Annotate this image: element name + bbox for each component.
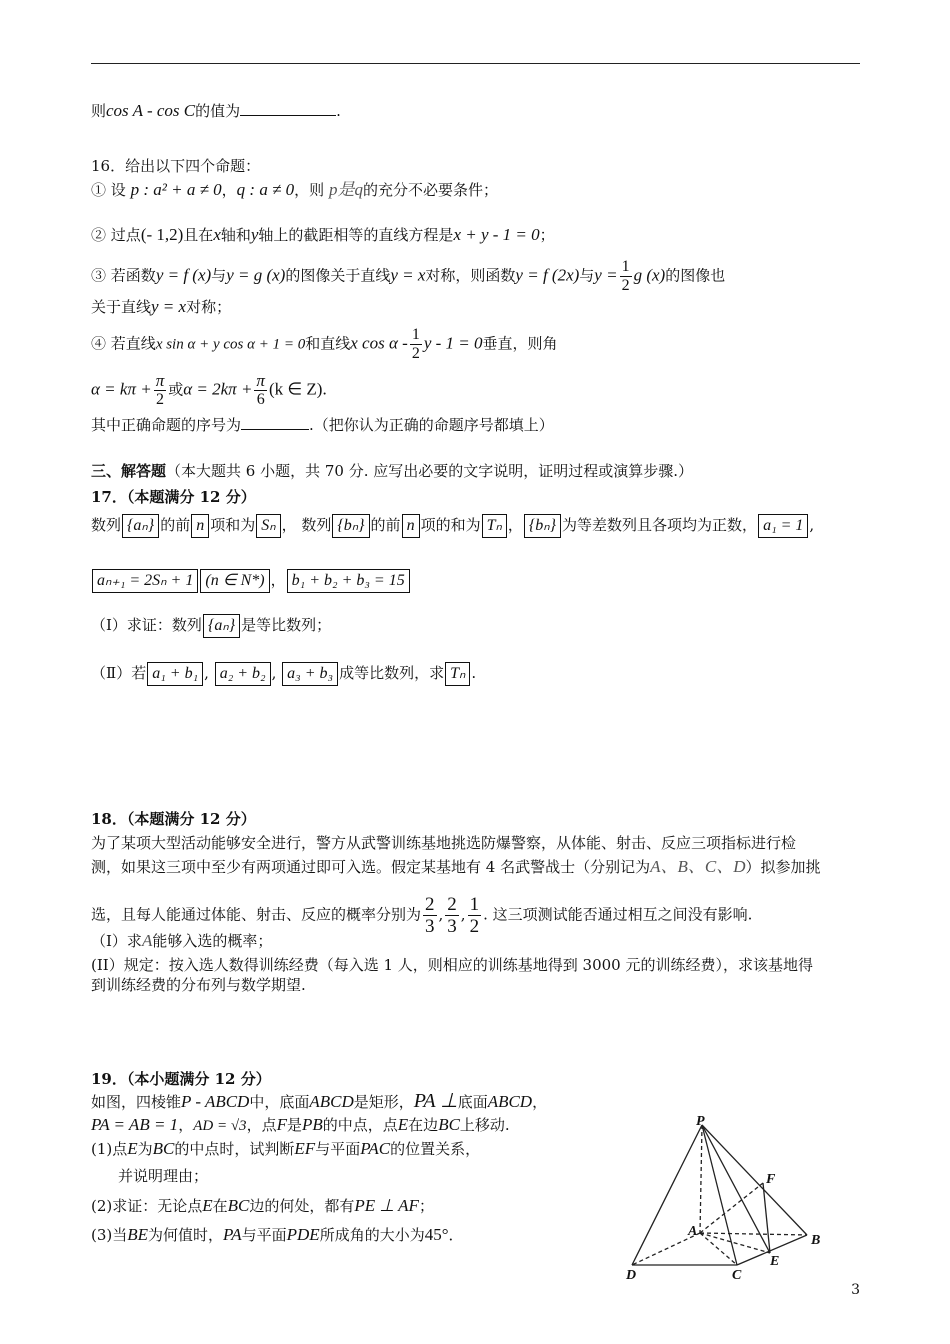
math-expr: p是q: [328, 180, 363, 199]
text: 轴上的截距相等的直线方程是: [258, 226, 454, 244]
header-rule: [91, 63, 860, 64]
text: 项的和为: [420, 516, 481, 534]
math-box: (n ∈ N*): [200, 569, 269, 593]
text: （Ⅱ）若: [91, 664, 147, 682]
q19-sub3: [91, 1224, 464, 1246]
page-number: 3: [851, 1282, 860, 1298]
text: 是矩形，: [353, 1093, 414, 1111]
edge-PD: [632, 1125, 702, 1265]
math-expr: y = g (x): [226, 265, 286, 285]
math-expr: BC: [227, 1196, 250, 1215]
text: 选，且每人能通过体能、射击、反应的概率分别为: [91, 905, 422, 924]
math-expr: q : a ≠ 0: [236, 180, 295, 199]
math-expr: BE: [127, 1225, 149, 1244]
edge-AE: [700, 1233, 770, 1253]
math-box: b₁ + b₂ + b₃ = 15: [287, 569, 410, 593]
math-expr: A、B、C、D: [650, 857, 746, 876]
math-expr: P - ABCD: [181, 1092, 250, 1111]
q19-line1: [91, 1090, 547, 1113]
math-box: aₙ₊₁ = 2Sₙ + 1: [92, 569, 198, 593]
text: ；: [418, 1197, 434, 1215]
frac-den: 6: [256, 391, 265, 408]
frac-num: π: [256, 371, 265, 390]
math-expr: EF: [294, 1139, 316, 1158]
text: 所成角的大小为: [319, 1226, 425, 1244]
math-expr: y = x: [390, 265, 426, 285]
text: 与平面: [315, 1140, 361, 1158]
math-expr: AD = √3: [193, 1118, 247, 1134]
text: 如图，四棱锥: [91, 1093, 182, 1111]
math-expr: p : a² + a ≠ 0: [130, 180, 222, 199]
math-box: Sₙ: [256, 514, 280, 538]
text: 则: [91, 102, 107, 120]
text: 在边: [408, 1116, 439, 1134]
text: 垂直，则角: [482, 334, 558, 353]
math-expr: y: [250, 225, 259, 244]
math-box: {aₙ}: [203, 614, 240, 638]
section-title: 三、解答题: [91, 462, 167, 480]
math-box: {aₙ}: [122, 514, 159, 538]
section-three-heading: [91, 460, 693, 482]
text: 为何值时，: [148, 1226, 224, 1244]
q19-sub1: [91, 1138, 480, 1160]
text: 上移动.: [459, 1116, 510, 1134]
q17-line2: [91, 569, 411, 593]
q16-prop4: [91, 326, 558, 363]
q19-sub2: [91, 1195, 434, 1217]
math-expr: BC: [152, 1139, 175, 1158]
math-expr: E: [202, 1196, 213, 1215]
answer-blank[interactable]: [240, 100, 336, 116]
text: 底面: [457, 1093, 488, 1111]
text: 的前: [370, 516, 401, 534]
q19-sub1-cont: 并说明理由；: [118, 1167, 209, 1185]
text: 和直线: [305, 334, 351, 353]
text: 或: [168, 380, 184, 399]
q15-tail-line: [91, 100, 341, 122]
text: ．: [448, 1226, 464, 1244]
math-expr: cos A - cos C: [106, 101, 196, 120]
label-F: F: [766, 1172, 776, 1187]
math-expr: g (x): [633, 265, 666, 285]
math-box: n: [191, 514, 209, 538]
text: 的图像也: [665, 266, 726, 285]
math-expr: x + y - 1 = 0: [453, 225, 540, 244]
frac-num: 2: [447, 894, 457, 915]
text: ，: [221, 181, 237, 199]
math-box: Tₙ: [482, 514, 507, 538]
text: 为等差数列且各项均为正数，: [562, 516, 758, 534]
text: 边的何处，都有: [249, 1197, 355, 1215]
q16-prop1: [91, 179, 498, 201]
frac-den: 3: [425, 916, 435, 937]
edge-AC: [700, 1233, 737, 1265]
text: ,: [271, 664, 277, 682]
frac-num: 1: [621, 258, 630, 275]
text: . 这三项测试能否通过相互之间没有影响.: [483, 905, 753, 924]
fraction: [410, 326, 422, 363]
text: 过点: [110, 226, 141, 244]
section-desc: （本大题共 6 小题，共 70 分. 应写出必要的文字说明，证明过程或演算步骤.）: [166, 462, 694, 480]
text: 且在: [183, 226, 214, 244]
math-expr: PA ⊥: [413, 1090, 458, 1112]
math-expr: x cos α -: [350, 333, 408, 353]
q17-part1: [91, 614, 331, 638]
text: 的中点时，试判断: [174, 1140, 295, 1158]
prop-number: ③: [91, 266, 107, 285]
text: ，: [507, 516, 523, 534]
text: ，: [178, 1116, 194, 1134]
math-box: n: [402, 514, 420, 538]
text: ，点: [246, 1116, 277, 1134]
fraction: [154, 372, 167, 409]
math-expr: ABCD: [487, 1092, 533, 1111]
text: 为: [137, 1140, 153, 1158]
text: 轴和: [220, 226, 251, 244]
math-expr: BC: [438, 1115, 460, 1134]
text: (2)求证：无论点: [91, 1197, 203, 1215]
text: ，: [270, 571, 286, 589]
text: 是: [286, 1116, 302, 1134]
frac-den: 2: [155, 391, 164, 408]
math-expr: y = f (x): [155, 265, 212, 285]
label-P: P: [696, 1115, 705, 1129]
q18-line2: [91, 856, 821, 878]
q18-title: 18．（本题满分 12 分）: [91, 810, 256, 828]
text: 的充分不必要条件；: [362, 181, 498, 199]
math-expr: y - 1 = 0: [423, 333, 483, 353]
math-expr: E: [127, 1139, 138, 1158]
math-box: a₂ + b₂: [215, 662, 271, 686]
edge-AB: [700, 1233, 807, 1235]
q18-part2: (II）规定：按入选人数得训练经费（每入选 1 人，则相应的训练基地得到 3000 元的训练经费），求该基地得: [91, 956, 813, 974]
q16-answer-line: [91, 414, 554, 436]
label-D: D: [626, 1268, 637, 1283]
math-expr: PA = AB = 1: [91, 1115, 179, 1134]
text: (3)当: [91, 1226, 128, 1244]
q19-line2: [91, 1114, 510, 1137]
q18-line1: 为了某项大型活动能够安全进行，警方从武警训练基地挑选防爆警察，从体能、射击、反应三项指标进行检: [91, 834, 797, 852]
text: 的值为: [195, 102, 241, 120]
frac-num: 2: [425, 894, 435, 915]
frac-den: 3: [447, 916, 457, 937]
text: 与平面: [241, 1226, 287, 1244]
frac-den: 2: [621, 277, 630, 294]
edge-AF: [700, 1183, 763, 1233]
text: 成等比数列，求: [339, 664, 445, 682]
q18-line3: 选，且每人能通过体能、射击、反应的概率分别为 $\frac{2}{3}$ , $\frac{2}{3}$ , $\frac{1}{2}$ . 这三项测试能否通过相互之间没有影响.: [91, 894, 753, 937]
q18-part1: [91, 930, 272, 952]
text: 若函数: [110, 266, 156, 285]
text: ,: [809, 516, 815, 534]
math-expr: E: [397, 1115, 409, 1134]
math-box: a₁ = 1: [758, 514, 808, 538]
math-box: a₃ + b₃: [282, 662, 338, 686]
text: ,: [204, 664, 209, 682]
frac-den: 2: [411, 345, 420, 362]
text: 能够入选的概率；: [152, 932, 273, 950]
text: .（把你认为正确的命题序号都填上）: [309, 416, 554, 434]
math-box: {bₙ}: [332, 514, 369, 538]
text: （Ⅰ）求: [91, 932, 142, 950]
text: 的图像关于直线: [285, 266, 391, 285]
frac-num: 1: [411, 326, 420, 343]
math-expr: y = x: [151, 297, 187, 316]
text: (1)点: [91, 1140, 128, 1158]
math-expr: PB: [301, 1115, 323, 1134]
q17-title: 17．（本题满分 12 分）: [91, 488, 256, 506]
math-expr: x sin α + y cos α + 1 = 0: [155, 336, 306, 353]
q16-prop2: [91, 224, 555, 246]
text: 若直线: [110, 334, 156, 353]
text: 是等比数列；: [241, 616, 332, 634]
label-E: E: [770, 1254, 780, 1269]
text: 的前: [160, 516, 191, 534]
math-box: {bₙ}: [524, 514, 561, 538]
text: 的中点，点: [322, 1116, 398, 1134]
frac-num: π: [155, 371, 165, 390]
text: 数列: [91, 516, 122, 534]
text: 对称；: [186, 298, 232, 316]
fraction: [468, 894, 482, 937]
text: ， 数列: [281, 516, 332, 534]
math-expr: F: [276, 1115, 287, 1134]
text: ，: [532, 1093, 548, 1111]
label-A: A: [688, 1224, 698, 1239]
text: 关于直线: [91, 298, 152, 316]
q16-title: 16．给出以下四个命题：: [91, 157, 261, 175]
text: 在: [212, 1197, 228, 1215]
pyramid-figure: [622, 1115, 832, 1285]
math-expr: PDE: [286, 1225, 320, 1244]
fraction: [445, 894, 459, 937]
q18-part2-cont: 到训练经费的分布列与数学期望.: [91, 976, 306, 994]
q17-part2: [91, 662, 476, 686]
math-expr: y = f (2x): [515, 265, 580, 285]
text: 对称，则函数: [425, 266, 516, 285]
text: 设: [110, 181, 126, 199]
fraction: [423, 894, 437, 937]
q19-title: 19．（本小题满分 12 分）: [91, 1070, 271, 1088]
math-expr: α = kπ +: [91, 379, 152, 399]
text: .: [471, 664, 477, 682]
label-C: C: [732, 1268, 742, 1283]
math-expr: PE ⊥ AF: [354, 1196, 419, 1215]
q16-prop3: [91, 258, 725, 295]
math-expr: PAC: [360, 1139, 391, 1158]
text: （Ⅰ）求证：数列: [91, 616, 202, 634]
text: 项和为: [210, 516, 256, 534]
text: 的位置关系，: [390, 1140, 481, 1158]
math-expr: PA: [223, 1225, 242, 1244]
math-expr: A: [141, 931, 153, 950]
math-expr: y =: [594, 265, 618, 285]
label-B: B: [811, 1233, 821, 1248]
math-expr: 45°: [424, 1225, 449, 1244]
edge-PC: [702, 1125, 737, 1265]
math-box: a₁ + b₁: [147, 662, 203, 686]
prop-number: ①: [91, 181, 107, 199]
edge-PA: [700, 1125, 702, 1233]
text: ）拟参加挑: [745, 858, 821, 876]
text: 中，底面: [249, 1093, 310, 1111]
answer-blank[interactable]: [241, 414, 309, 430]
prop-number: ④: [91, 334, 107, 353]
prop-number: ②: [91, 226, 107, 244]
math-box: Tₙ: [445, 662, 470, 686]
math-expr: (- 1,2): [140, 225, 184, 244]
math-expr: (k ∈ Z).: [268, 379, 327, 399]
text: 其中正确命题的序号为: [91, 416, 242, 434]
q17-line1: [91, 514, 814, 538]
math-expr: α = 2kπ +: [183, 379, 253, 399]
text: ，则: [294, 181, 325, 199]
q16-prop3-cont: [91, 296, 231, 318]
fraction: [254, 372, 267, 409]
text: ；: [539, 226, 555, 244]
fraction: [620, 258, 632, 295]
frac-num: 1: [469, 894, 480, 915]
math-expr: ABCD: [309, 1092, 354, 1111]
text: 与: [211, 266, 227, 285]
text: .: [336, 102, 341, 120]
q16-prop4-answer: [91, 372, 327, 409]
text: 与: [579, 266, 595, 285]
text: 测，如果这三项中至少有两项通过即可入选。假定某基地有 4 名武警战士（分别记为: [91, 858, 651, 876]
math-expr: x: [213, 225, 221, 244]
frac-den: 2: [469, 916, 480, 937]
